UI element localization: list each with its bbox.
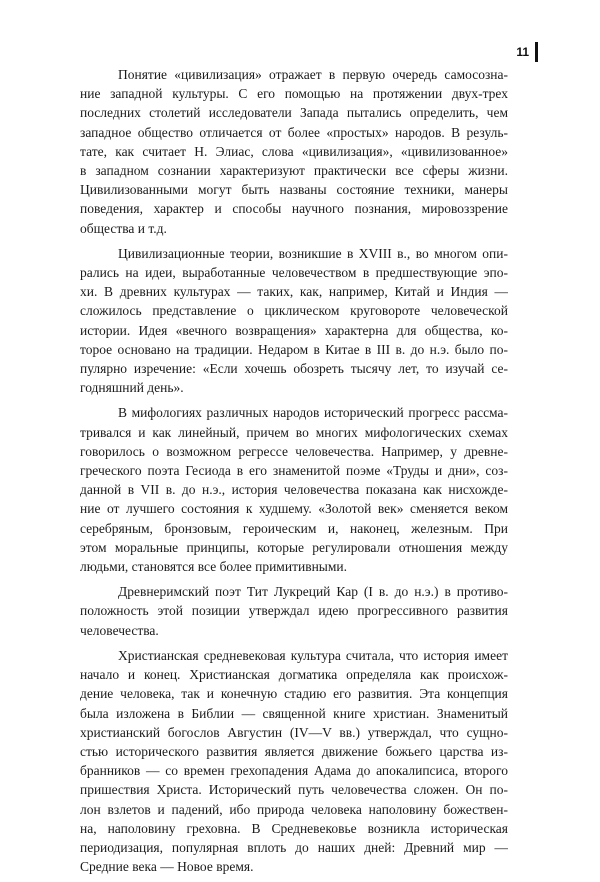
text-line: тривался и как линейный, причем во многих мифологических схемах (80, 424, 508, 440)
text-line: стью исторического развития является движение божьего царства из- (80, 743, 508, 759)
paragraph (80, 403, 508, 576)
paragraph (80, 244, 508, 398)
text-line: пулярно изречение: «Если хочешь обозреть тысячу лет, то изучай се- (80, 361, 508, 377)
text-line: на, наполовину греховна. В Средневековье возникла историческая (80, 820, 508, 836)
page-header (516, 42, 538, 62)
text-line: положность этой позиции утверждал идею прогрессивного развития (80, 603, 508, 619)
header-bar (535, 42, 538, 62)
text-line: ние западной культуры. С его помощью на протяжении двух-трех (80, 86, 508, 102)
text-line: человечества. (80, 622, 159, 638)
body-text (80, 65, 508, 882)
text-line: греческого поэта Гесиода в его знаменитой поэме «Труды и дни», соз- (80, 463, 508, 479)
text-line: рались на идеи, выработанные человечеством в предшествующие эпо- (80, 265, 508, 281)
text-line: общества и т.д. (80, 220, 167, 236)
text-line: Цивилизационные теории, возникшие в XVIII в., во многом опи- (118, 245, 508, 261)
text-line: тате, как считает Н. Элиас, слова «цивилизация», «цивилизованное» (80, 143, 508, 159)
text-line: бранников — со времен грехопадения Адама до апокалипсиса, второго (80, 763, 508, 779)
text-line: в западном сознании характеризуют практически все сферы жизни. (80, 163, 508, 179)
text-line: хи. В древних культурах — таких, как, например, Китай и Индия — (80, 284, 508, 300)
text-line: западное общество отличается от более «простых» народов. В резуль- (80, 124, 508, 140)
text-line: периодизация, популярная вплоть до наших дней: Древний мир — (80, 839, 508, 855)
text-line: сложилось представление о циклическом круговороте человеческой (80, 303, 508, 319)
text-line: этом моральные принципы, которые регулировали отношения между (80, 539, 508, 555)
text-line: ние от лучшего состояния к худшему. «Золотой век» сменяется веком (80, 501, 508, 517)
text-line: Средние века — Новое время. (80, 859, 254, 875)
text-line: пришествия Христа. Исторический путь человечества сложен. Он по- (80, 782, 508, 798)
paragraph (80, 646, 508, 876)
text-line: последних столетий исследователи Запада пытались определить, чем (80, 105, 508, 121)
text-line: торое основано на традиции. Недаром в Китае в III в. до н.э. было по- (80, 341, 508, 357)
text-line: говорилось о возможном регрессе человечества. Например, у древне- (80, 443, 508, 459)
text-line: дение человека, так и конечную стадию его развития. Эта концепция (80, 686, 508, 702)
text-line: В мифологиях различных народов исторический прогресс рассма- (118, 405, 508, 421)
text-line: поведения, характер и способы научного познания, мировоззрение (80, 201, 508, 217)
page-number: 11 (516, 45, 529, 59)
text-line: годняшний день». (80, 380, 184, 396)
text-line: Понятие «цивилизация» отражает в первую очередь самосозна- (118, 67, 508, 82)
text-line: серебряным, бронзовым, героическим и, наконец, железным. При (80, 520, 508, 536)
text-line: была изложена в Библии — священной книге христиан. Знаменитый (80, 705, 508, 721)
text-line: начало и конец. Христианская догматика определяла как происхож- (80, 667, 508, 683)
paragraph (80, 582, 508, 640)
text-line: Цивилизованными могут быть названы состояние техники, манеры (80, 182, 508, 198)
text-line: лон взлетов и падений, ибо природа человека наполовину божествен- (80, 801, 508, 817)
text-line: истории. Идея «вечного возвращения» характерна для общества, ко- (80, 322, 508, 338)
text-line: христианский богослов Августин (IV—V вв.) утверждал, что сущно- (80, 724, 508, 740)
text-line: Христианская средневековая культура считала, что история имеет (118, 647, 508, 663)
text-line: людьми, становятся все более примитивными. (80, 559, 348, 575)
paragraph (80, 65, 508, 238)
text-line: Древнеримский поэт Тит Лукреций Кар (I в. до н.э.) в противо- (118, 584, 508, 600)
text-line: данной в VII в. до н.э., история человечества показана как нисхожде- (80, 482, 508, 498)
